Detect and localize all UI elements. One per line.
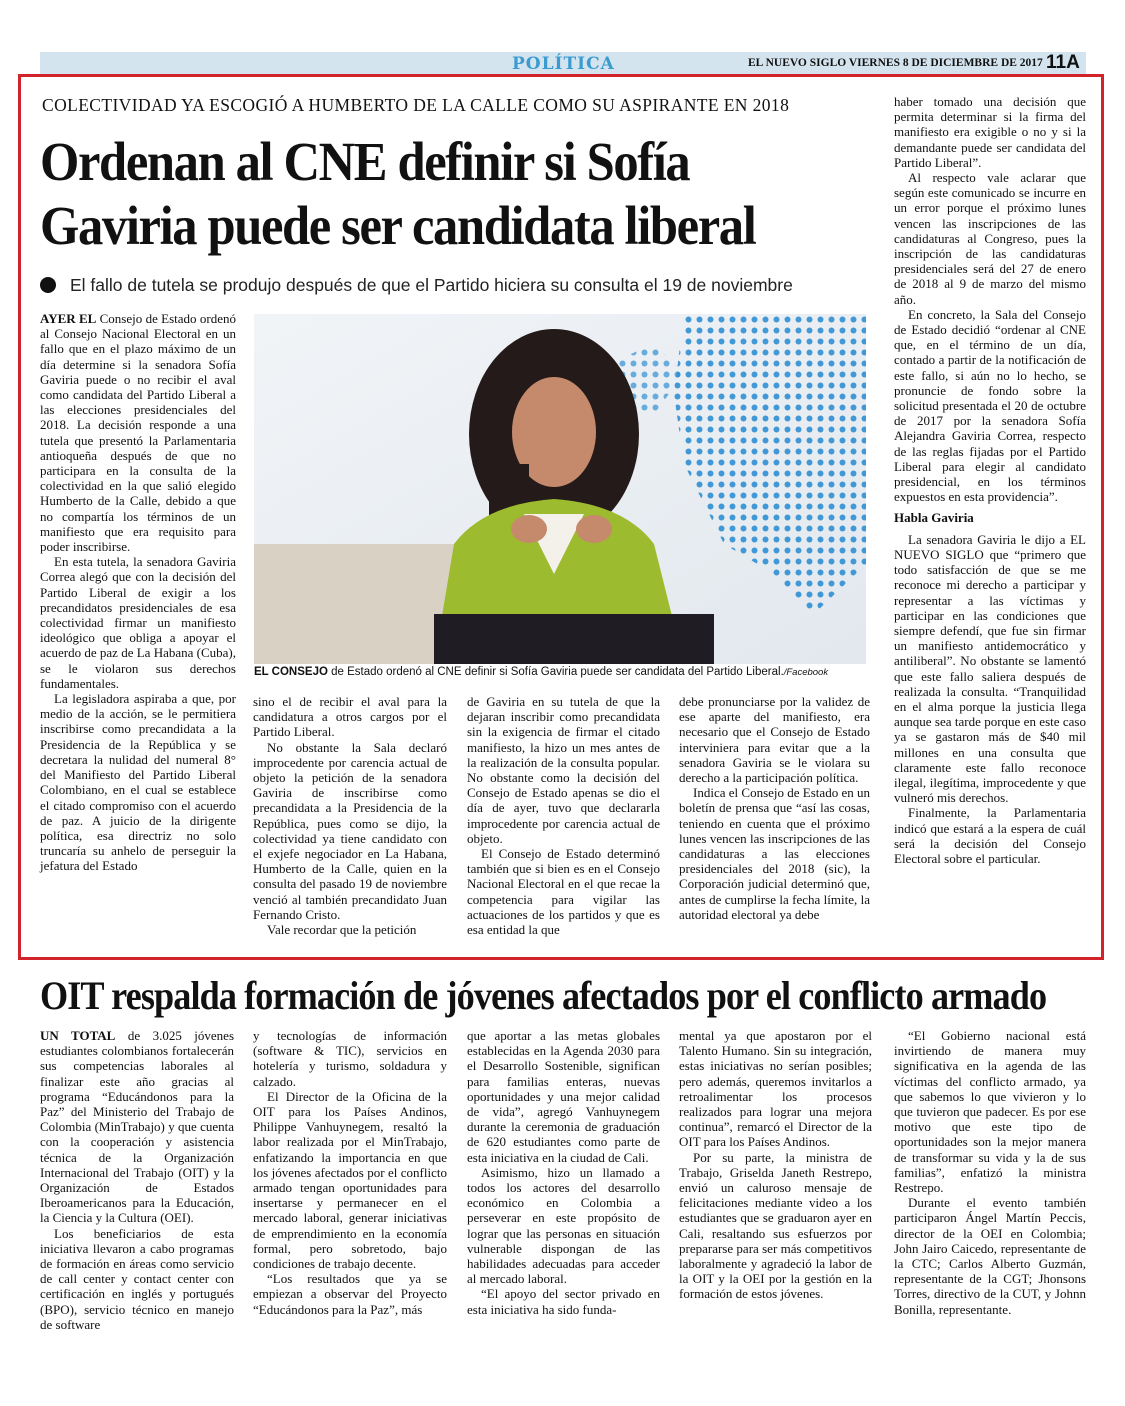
- paragraph: debe pronunciarse por la validez de ese aparte del manifiesto, era necesario que el Consejo de Estado interviniera para evitar que a la senadora Gaviria se le violara su derecho a la participación política.: [679, 694, 870, 786]
- paragraph: Al respecto vale aclarar que según este comunicado se incurre en un error porque el próximo lunes vencen las inscripciones de las candidaturas al Congreso, pues la inscripción de las candidaturas presidenciales será del 27 de enero de 2018 al 9 de marzo del mismo año.: [894, 170, 1086, 307]
- paragraph: de Gaviria en su tutela de que la dejaran inscribir como precandidata sin la exigencia de firmar el citado manifiesto, la hizo un mes antes de la realización de la consulta popular. No obstante como la decisión del Consejo de Estado apenas se dio el día de ayer, tuvo que declararla improcedente por carencia actual de objeto.: [467, 694, 660, 846]
- paragraph: El Consejo de Estado determinó también que si bien es en el Consejo Nacional Electoral en el que recae la competencia para vigilar las actuaciones de los partidos y que es esa entidad la que: [467, 846, 660, 938]
- paragraph: Por su parte, la ministra de Trabajo, Griselda Janeth Restrepo, envió un caluroso mensaje de felicitaciones mediante video a los estudiantes que se graduaron ayer en Cali, resaltando sus esfuerzos por prepararse para ser más competitivos laboralmente y agradeció la labor de la OIT y la OEI por la gestión en la formación de estos jóvenes.: [679, 1149, 872, 1302]
- second-headline: OIT respalda formación de jóvenes afectados por el conflicto armado: [40, 973, 1047, 1018]
- folio-date: EL NUEVO SIGLO VIERNES 8 DE DICIEMBRE DE 2017: [748, 57, 1043, 69]
- second-column-5: [894, 1028, 1086, 1317]
- paragraph: AYER EL Consejo de Estado ordenó al Consejo Nacional Electoral en un fallo que en el plazo máximo de un día determine si la senadora Sofía Gaviria puede o no recibir el aval como candidata del Partido Liberal a las elecciones presidenciales del 2018. La decisión responde a una tutela que presentó la Parlamentaria antioqueña después de que no participara en la consulta de la colectividad en la que salió elegido Humberto de la Calle, debido a que no compartía los términos de un manifiesto que era requisito para poder inscribirse.: [40, 311, 236, 555]
- article-photo: [254, 314, 866, 664]
- article-column-5: [894, 94, 1086, 866]
- caption-lead: EL CONSEJO: [254, 666, 328, 678]
- paragraph: “El Gobierno nacional está invirtiendo de manera muy significativa en la agenda de las víctimas del conflicto armado, ya que sabemos lo que vivieron y lo que tuvieron que padecer. Es por ese motivo que este tipo de oportunidades son la mejor manera de transformar su vida y la de sus familias”, enfatizó la ministra Restrepo.: [894, 1028, 1086, 1196]
- paragraph: que aportar a las metas globales establecidas en la Agenda 2030 para el Desarrollo Sostenible, significan para familias enteras, nuevas oportunidades y una mejor calidad de vida”, agregó Vanhuynegem durante la ceremonia de graduación de 620 estudiantes como parte de esta iniciativa en la ciudad de Cali.: [467, 1028, 660, 1165]
- article-column-3: [467, 694, 660, 937]
- second-column-3: [467, 1028, 660, 1317]
- paragraph: Durante el evento también participaron Ángel Martín Peccis, director de la OEI en Colombia; John Jairo Caicedo, representante de la CTC; Carlos Alberto Guzmán, representante de la CGT; Jhonsons Torres, directivo de la CUT, y Johnn Bonilla, representante.: [894, 1195, 1086, 1317]
- deck-text: El fallo de tutela se produjo después de que el Partido hiciera su consulta el 19 de noviembre: [70, 275, 793, 295]
- page-number: 11A: [1046, 52, 1080, 73]
- paragraph: No obstante la Sala declaró improcedente por carencia actual de objeto la petición de la senadora Gaviria de inscribirse como precandidata a la Presidencia de la República, pues como se dijo, la colectividad ya tiene candidato con el exjefe negociador en La Habana, Humberto de la Calle, quien en la consulta del pasado 19 de noviembre venció al también precandidato Juan Fernando Cristo.: [253, 739, 447, 922]
- caption-text: de Estado ordenó al CNE definir si Sofía Gaviria puede ser candidata del Partido Liberal.: [327, 666, 784, 678]
- paragraph: Los beneficiarios de esta iniciativa llevaron a cabo programas de formación en áreas como servicio de call center y contact center con certificación en inglés y portugués (BPO), servicio técnico en manejo de software: [40, 1225, 234, 1332]
- photo-caption: [254, 666, 866, 678]
- article-column-4: [679, 694, 870, 922]
- photo-illustration: [254, 314, 866, 664]
- article-headline: Ordenan al CNE definir si Sofía Gaviria puede ser candidata liberal: [40, 131, 756, 256]
- second-column-4: [679, 1028, 872, 1302]
- paragraph: sino el de recibir el aval para la candidatura a otros cargos por el Partido Liberal.: [253, 694, 447, 740]
- paragraph: mental ya que apostaron por el Talento Humano. Sin su integración, estas iniciativas no serían posibles; pero además, queremos invitarlos a retroalimentar los procesos realizados para lograr una mejora continua”, remarcó el Director de la OIT para los Países Andinos.: [679, 1028, 872, 1150]
- photo-credit: /Facebook: [783, 667, 829, 678]
- paragraph: Indica el Consejo de Estado en un boletín de prensa que “así las cosas, teniendo en cuenta que el próximo lunes vencen las inscripciones de las candidaturas a las elecciones presidenciales del 2018 (sic), la Corporación judicial determinó que, antes de cumplirse la fecha límite, la autoridad electoral ya debe: [679, 785, 870, 922]
- article-column-2: [253, 694, 447, 937]
- article-column-1: [40, 311, 236, 874]
- paragraph: Finalmente, la Parlamentaria indicó que estará a la espera de cuál será la decisión del Consejo Electoral sobre el particular.: [894, 805, 1086, 866]
- paragraph: Vale recordar que la petición: [267, 922, 417, 938]
- paragraph: El Director de la Oficina de la OIT para los Países Andinos, Philippe Vanhuynegem, resaltó la labor realizada por el MinTrabajo, enfatizando la importancia en que los jóvenes afectados por el conflicto armado tengan oportunidades para insertarse y permanecer en el mercado laboral, generar iniciativas de emprendimiento en la economía formal, pero sobretodo, bajo condiciones de trabajo decente.: [253, 1088, 447, 1272]
- paragraph: Asimismo, hizo un llamado a todos los actores del desarrollo económico en Colombia a perseverar en este propósito de lograr que las personas en situación vulnerable dispongan de las habilidades adecuadas para acceder al mercado laboral.: [467, 1164, 660, 1287]
- lead-in: AYER EL: [40, 311, 97, 326]
- paragraph: “Los resultados que ya se empiezan a observar del Proyecto “Educándonos para la Paz”, más: [253, 1271, 447, 1317]
- article-deck: [40, 275, 793, 296]
- second-column-1: [40, 1028, 234, 1332]
- paragraph: En concreto, la Sala del Consejo de Estado decidió “ordenar al CNE que, en el término de un día, contado a partir de la notificación de este fallo, si aún no lo hecho, se pronuncie de fondo sobre la solicitud presentada el 20 de octubre de 2017 por la senadora Sofía Alejandra Gaviria Correa, respecto de las reglas fijadas por el Partido Liberal para elegir al candidato presidencial, en los términos expuestos en esta providencia”.: [894, 306, 1086, 505]
- second-column-2: [253, 1028, 447, 1317]
- bullet-icon: [40, 277, 56, 293]
- paragraph: y tecnologías de información (software & TIC), servicios en hotelería y turismo, soldadura y calzado.: [253, 1028, 447, 1089]
- lead-in: UN TOTAL: [40, 1028, 116, 1043]
- paragraph: “El apoyo del sector privado en esta iniciativa ha sido funda-: [467, 1286, 660, 1317]
- article-kicker: COLECTIVIDAD YA ESCOGIÓ A HUMBERTO DE LA CALLE COMO SU ASPIRANTE EN 2018: [42, 95, 790, 115]
- paragraph: La senadora Gaviria le dijo a EL NUEVO SIGLO que “primero que todo satisfacción de que se me reconoce mi derecho a participar y representar a las víctimas y participar en las condiciones que siempre defendí, que fue sin firmar un manifiesto antidemocrático y antiliberal”. No obstante se lamentó que este fallo saliera después de realizada la consulta. “Tranquilidad en el alma porque la justicia llega aunque sea tarde porque en este caso ya se gastaron más de $40 mil millones en una consulta que claramente este fallo reconoce ilegal, ilegítima, improcedente y que vulneró mis derechos.: [894, 531, 1086, 806]
- subheading: Habla Gaviria: [894, 510, 974, 526]
- paragraph: haber tomado una decisión que permita determinar si la firma del manifiesto era exigible o no y si la demandante puede ser candidata del Partido Liberal”.: [894, 94, 1086, 170]
- paragraph: UN TOTAL de 3.025 jóvenes estudiantes colombianos fortalecerán sus competencias laborales al finalizar este año gracias al programa “Educándonos para la Paz” del Ministerio del Trabajo de Colombia (MinTrabajo) y que cuenta con la cooperación y asistencia técnica de la Organización Internacional del Trabajo (OIT) y la Organización de Estados Iberoamericanos para la Educación, la Ciencia y la Cultura (OEI).: [40, 1028, 235, 1226]
- paragraph: En esta tutela, la senadora Gaviria Correa alegó que con la decisión del Partido Liberal de exigir a los precandidatos presidenciales de esa colectividad firmar un manifiesto ideológico que obliga a apoyar el acuerdo de paz de La Habana (Cuba), se le violaron sus derechos fundamentales.: [40, 554, 236, 691]
- section-name: POLÍTICA: [512, 54, 615, 74]
- paragraph: La legisladora aspiraba a que, por medio de la acción, se le permitiera inscribirse como precandidata a la Presidencia de la República y se decretara la nulidad del numeral 8° del Manifiesto del Partido Liberal Colombiano, en el cual se establece el citado compromiso con el acuerdo de paz. A juicio de la dirigente política, esa directriz no solo truncaría su anhelo de perseguir la jefatura del Estado: [40, 691, 236, 874]
